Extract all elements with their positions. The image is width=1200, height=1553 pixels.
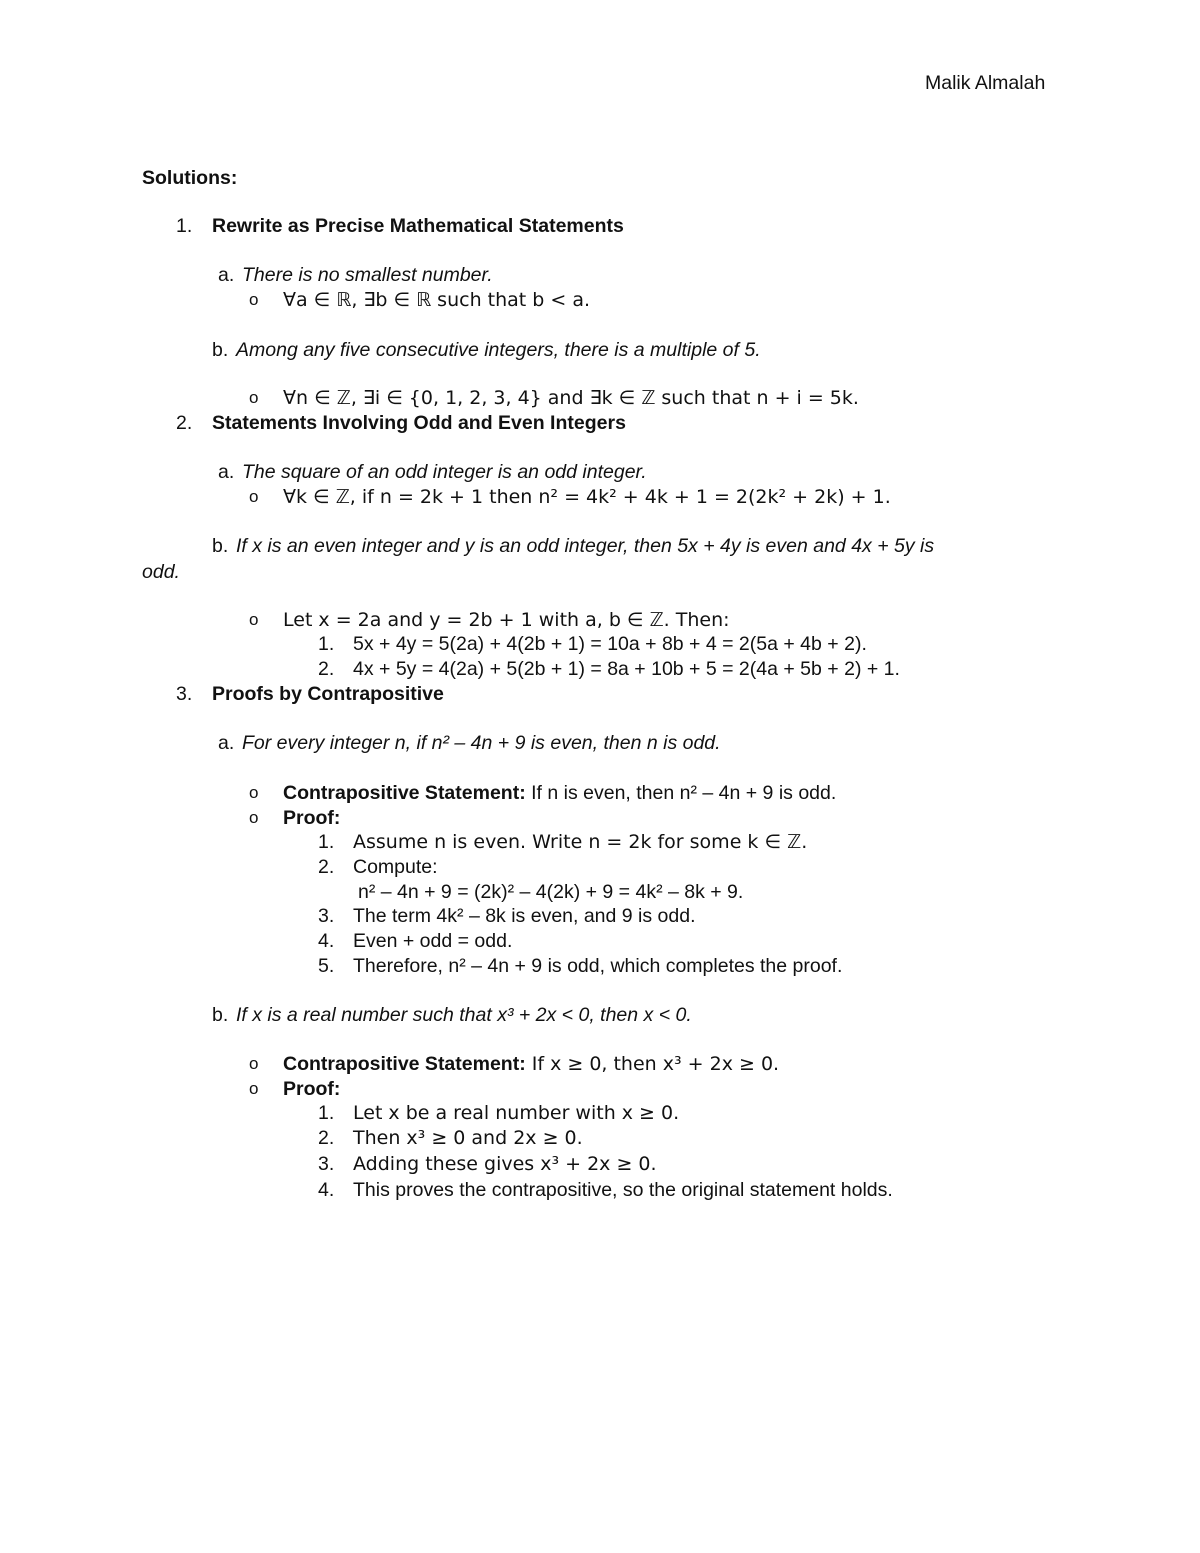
bullet-icon: o: [249, 808, 259, 827]
step-text: Then x³ ≥ 0 and 2x ≥ 0.: [353, 1127, 583, 1149]
part-answer: ∀a ∈ ℝ, ∃b ∈ ℝ such that b < a.: [283, 289, 591, 311]
bullet-icon: o: [249, 1054, 259, 1073]
solutions-heading: Solutions:: [142, 167, 238, 189]
step-text: n² – 4n + 9 = (2k)² – 4(2k) + 9 = 4k² – 8k + 9.: [358, 881, 744, 903]
section-number: 2.: [176, 412, 193, 434]
step-text: Assume n is even. Write n = 2k for some k ∈ ℤ.: [353, 831, 808, 853]
part-prompt: Among any five consecutive integers, there is a multiple of 5.: [236, 339, 761, 361]
section-title: Statements Involving Odd and Even Integers: [212, 412, 626, 434]
part-letter: b.: [212, 339, 229, 361]
step-number: 4.: [318, 930, 335, 952]
step-number: 5.: [318, 955, 335, 977]
step-number: 1.: [318, 1102, 335, 1124]
bullet-icon: o: [249, 610, 259, 629]
answer-intro: Let x = 2a and y = 2b + 1 with a, b ∈ ℤ. Then:: [283, 609, 730, 631]
part-answer: ∀k ∈ ℤ, if n = 2k + 1 then n² = 4k² + 4k + 1 = 2(2k² + 2k) + 1.: [283, 486, 891, 508]
step-text: Adding these gives x³ + 2x ≥ 0.: [353, 1153, 657, 1175]
contrapositive-text: If n is even, then n² – 4n + 9 is odd.: [525, 782, 837, 804]
step-text: Compute:: [353, 856, 438, 878]
section-number: 1.: [176, 215, 193, 237]
bullet-icon: o: [249, 783, 259, 802]
part-answer: ∀n ∈ ℤ, ∃i ∈ {0, 1, 2, 3, 4} and ∃k ∈ ℤ such that n + i = 5k.: [283, 387, 859, 409]
section-title: Proofs by Contrapositive: [212, 683, 444, 705]
contrapositive-line: [283, 781, 836, 805]
step-number: 3.: [318, 1153, 335, 1175]
contrapositive-text: If x ≥ 0, then x³ + 2x ≥ 0.: [525, 1053, 780, 1075]
step-number: 2.: [318, 1127, 335, 1149]
bullet-icon: o: [249, 1079, 259, 1098]
step-number: 3.: [318, 905, 335, 927]
step-text: 5x + 4y = 5(2a) + 4(2b + 1) = 10a + 8b + 4 = 2(5a + 4b + 2).: [353, 633, 867, 655]
step-text: 4x + 5y = 4(2a) + 5(2b + 1) = 8a + 10b + 5 = 2(4a + 5b + 2) + 1.: [353, 658, 900, 680]
part-letter: b.: [212, 535, 229, 557]
part-prompt: For every integer n, if n² – 4n + 9 is even, then n is odd.: [242, 732, 721, 754]
bullet-icon: o: [249, 487, 259, 506]
step-number: 1.: [318, 633, 335, 655]
step-text: Let x be a real number with x ≥ 0.: [353, 1102, 680, 1124]
step-text: Even + odd = odd.: [353, 930, 513, 952]
step-number: 2.: [318, 658, 335, 680]
part-prompt: The square of an odd integer is an odd integer.: [242, 461, 647, 483]
part-letter: a.: [218, 732, 235, 754]
author-name: Malik Almalah: [925, 72, 1046, 94]
step-text: This proves the contrapositive, so the original statement holds.: [353, 1179, 893, 1201]
bullet-icon: o: [249, 388, 259, 407]
part-prompt: If x is an even integer and y is an odd integer, then 5x + 4y is even and 4x + 5y is: [236, 535, 935, 557]
section-number: 3.: [176, 683, 193, 705]
part-prompt-continued: odd.: [142, 561, 180, 583]
step-number: 4.: [318, 1179, 335, 1201]
proof-label: Proof:: [283, 1078, 341, 1100]
part-prompt: If x is a real number such that x³ + 2x < 0, then x < 0.: [236, 1004, 692, 1026]
contrapositive-line: [283, 1052, 779, 1076]
step-text: The term 4k² – 8k is even, and 9 is odd.: [353, 905, 696, 927]
bullet-icon: o: [249, 290, 259, 309]
part-letter: a.: [218, 264, 235, 286]
proof-label: Proof:: [283, 807, 341, 829]
part-letter: b.: [212, 1004, 229, 1026]
section-title: Rewrite as Precise Mathematical Statements: [212, 215, 624, 237]
step-number: 1.: [318, 831, 335, 853]
step-text: Therefore, n² – 4n + 9 is odd, which completes the proof.: [353, 955, 843, 977]
contrapositive-label: Contrapositive Statement:: [283, 782, 526, 804]
step-number: 2.: [318, 856, 335, 878]
part-letter: a.: [218, 461, 235, 483]
contrapositive-label: Contrapositive Statement:: [283, 1053, 526, 1075]
part-prompt: There is no smallest number.: [242, 264, 493, 286]
